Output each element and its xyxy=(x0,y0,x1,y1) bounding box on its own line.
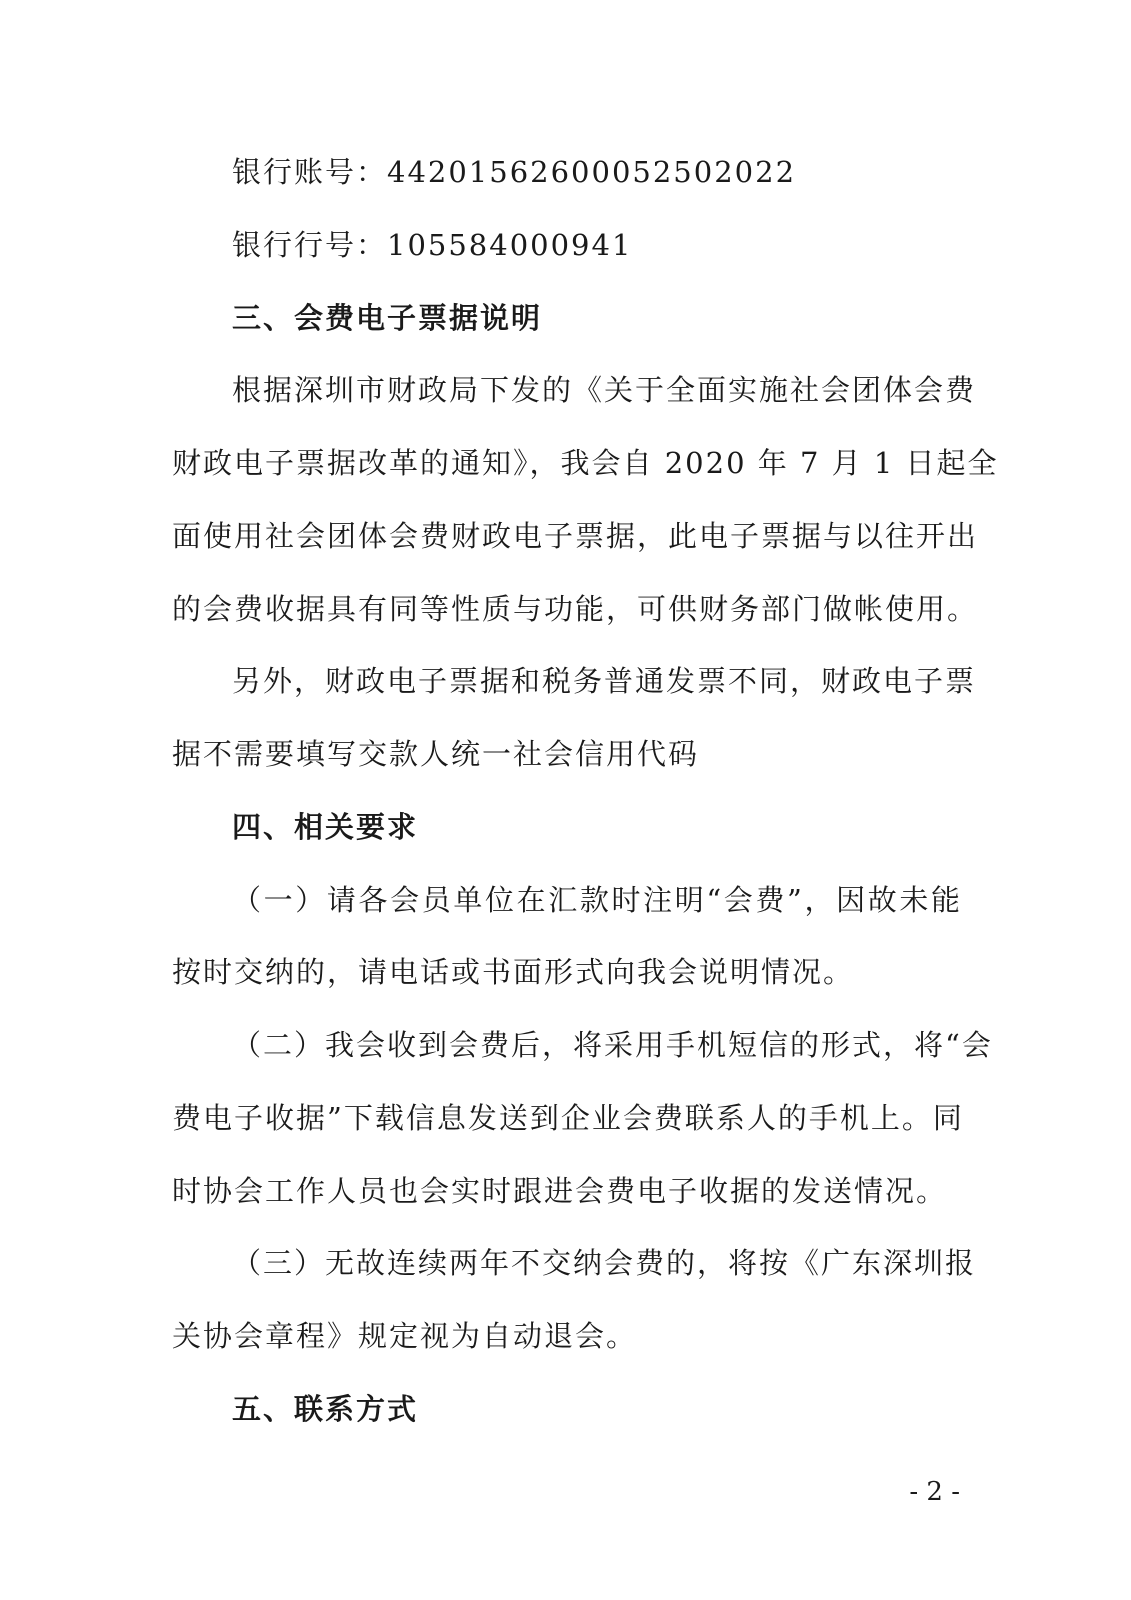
section-4-item-2-line-2: 费电子收据”下载信息发送到企业会费联系人的手机上。同 xyxy=(172,1101,964,1135)
section-3-paragraph-2-line-1: 另外，财政电子票据和税务普通发票不同，财政电子票 xyxy=(232,664,977,698)
section-4-item-1-line-2: 按时交纳的，请电话或书面形式向我会说明情况。 xyxy=(172,955,855,989)
section-4-item-3-line-1: （三）无故连续两年不交纳会费的，将按《广东深圳报 xyxy=(232,1246,977,1280)
section-3-paragraph-1-line-1: 根据深圳市财政局下发的《关于全面实施社会团体会费 xyxy=(232,373,977,407)
section-4-item-2-line-3: 时协会工作人员也会实时跟进会费电子收据的发送情况。 xyxy=(172,1174,948,1208)
section-3-paragraph-1-line-2: 财政电子票据改革的通知》，我会自 2020 年 7 月 1 日起全 xyxy=(172,446,999,480)
bank-code-line: 银行行号：105584000941 xyxy=(232,228,633,262)
section-3-heading: 三、会费电子票据说明 xyxy=(232,301,543,335)
page-number: - 2 - xyxy=(909,1477,960,1507)
section-4-item-3-line-2: 关协会章程》规定视为自动退会。 xyxy=(172,1319,638,1353)
section-4-item-1-line-1: （一）请各会员单位在汇款时注明“会费”，因故未能 xyxy=(232,883,962,917)
section-3-paragraph-1-line-4: 的会费收据具有同等性质与功能，可供财务部门做帐使用。 xyxy=(172,592,979,626)
section-4-heading: 四、相关要求 xyxy=(232,810,419,844)
bank-account-line: 银行账号：44201562600052502022 xyxy=(232,155,797,189)
section-3-paragraph-1-line-3: 面使用社会团体会费财政电子票据，此电子票据与以往开出 xyxy=(172,519,979,553)
section-3-paragraph-2-line-2: 据不需要填写交款人统一社会信用代码 xyxy=(172,737,700,771)
section-5-heading: 五、联系方式 xyxy=(232,1392,419,1426)
section-4-item-2-line-1: （二）我会收到会费后，将采用手机短信的形式，将“会 xyxy=(232,1028,993,1062)
